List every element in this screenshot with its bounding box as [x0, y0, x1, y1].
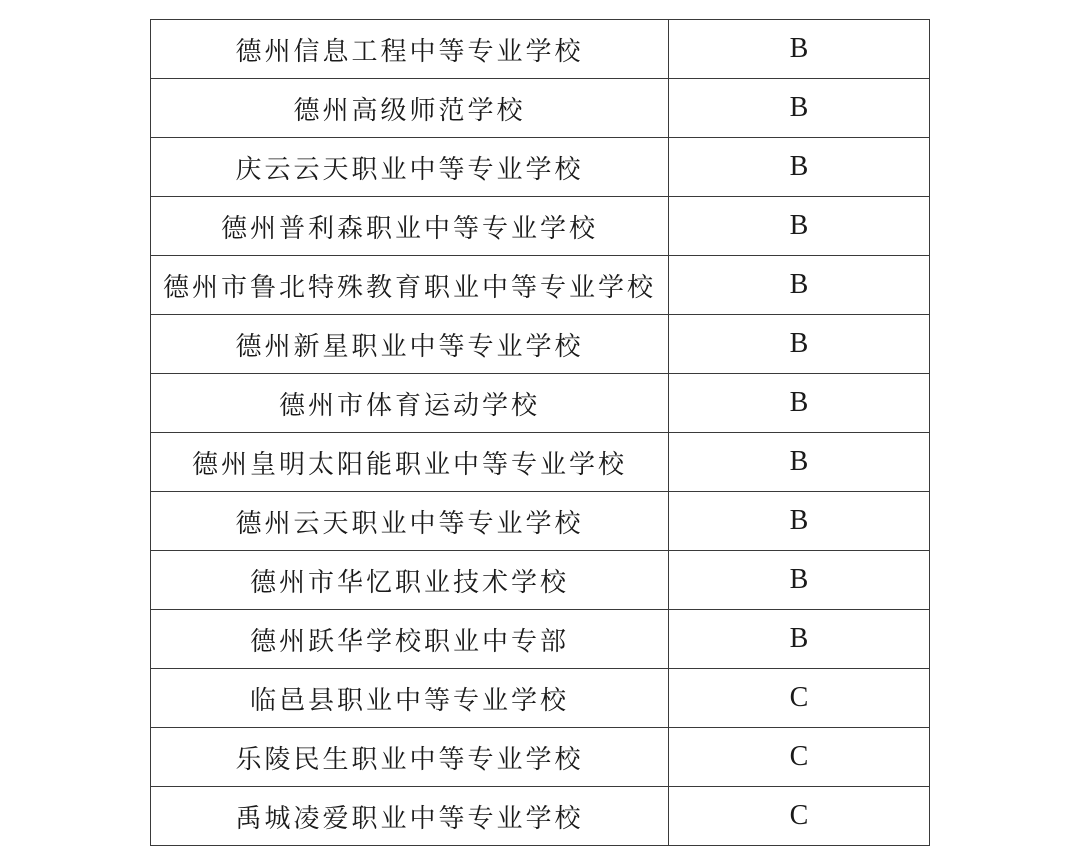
grade-cell: B [669, 197, 930, 256]
table-row [151, 610, 930, 669]
table-row [151, 256, 930, 315]
school-name-cell: 德州普利森职业中等专业学校 [151, 197, 669, 256]
grade-cell: B [669, 374, 930, 433]
school-name-cell: 德州跃华学校职业中专部 [151, 610, 669, 669]
grade-cell: B [669, 79, 930, 138]
grade-cell: C [669, 669, 930, 728]
table-row [151, 138, 930, 197]
table-row [151, 551, 930, 610]
table-row [151, 433, 930, 492]
table-row [151, 79, 930, 138]
school-name-cell: 德州高级师范学校 [151, 79, 669, 138]
school-name-cell: 德州市体育运动学校 [151, 374, 669, 433]
table-row [151, 197, 930, 256]
grade-cell: B [669, 315, 930, 374]
table-row [151, 20, 930, 79]
grade-cell: C [669, 787, 930, 846]
school-name-cell: 德州市鲁北特殊教育职业中等专业学校 [151, 256, 669, 315]
table-row [151, 492, 930, 551]
grade-cell: B [669, 551, 930, 610]
school-name-cell: 德州信息工程中等专业学校 [151, 20, 669, 79]
grade-cell: B [669, 610, 930, 669]
table-body [151, 20, 930, 846]
table-row [151, 374, 930, 433]
grade-cell: B [669, 433, 930, 492]
grade-cell: B [669, 256, 930, 315]
grade-cell: B [669, 20, 930, 79]
grade-cell: C [669, 728, 930, 787]
school-name-cell: 德州市华忆职业技术学校 [151, 551, 669, 610]
school-name-cell: 临邑县职业中等专业学校 [151, 669, 669, 728]
table-row [151, 669, 930, 728]
school-name-cell: 禹城凌爱职业中等专业学校 [151, 787, 669, 846]
school-name-cell: 德州皇明太阳能职业中等专业学校 [151, 433, 669, 492]
school-name-cell: 德州新星职业中等专业学校 [151, 315, 669, 374]
grade-cell: B [669, 492, 930, 551]
school-name-cell: 德州云天职业中等专业学校 [151, 492, 669, 551]
grade-cell: B [669, 138, 930, 197]
table-row [151, 315, 930, 374]
table-row [151, 728, 930, 787]
school-name-cell: 乐陵民生职业中等专业学校 [151, 728, 669, 787]
school-grade-table [150, 19, 930, 846]
table-row [151, 787, 930, 846]
school-name-cell: 庆云云天职业中等专业学校 [151, 138, 669, 197]
